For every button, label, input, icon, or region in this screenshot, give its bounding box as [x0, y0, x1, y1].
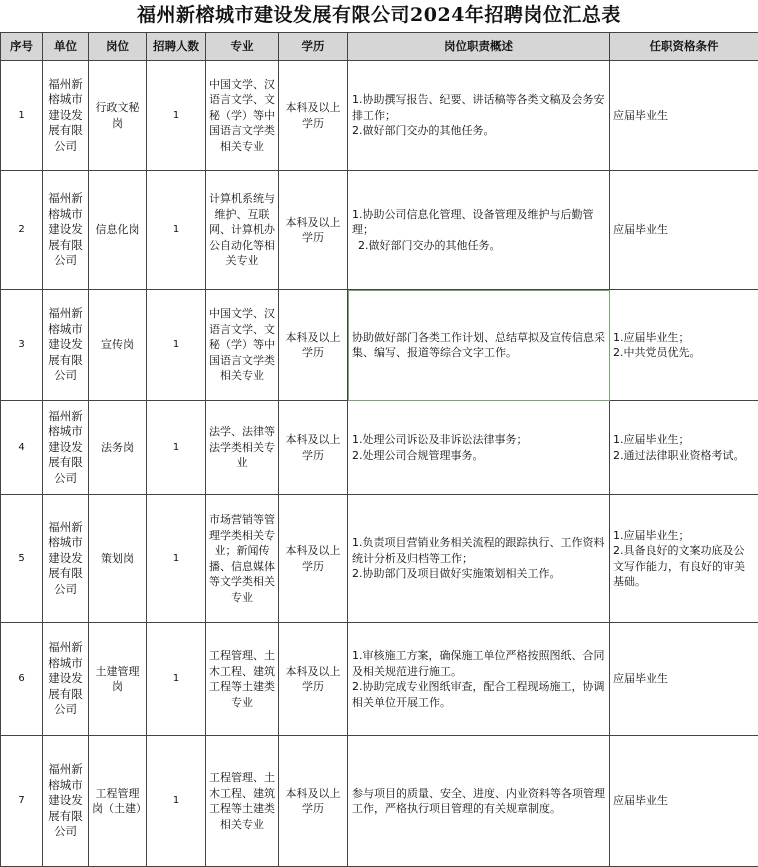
header-count: 招聘人数: [147, 33, 206, 61]
table-row: [1, 401, 758, 495]
header-position: 岗位: [89, 33, 147, 61]
header-seq: 序号: [1, 33, 43, 61]
cell-duties: [348, 290, 610, 401]
cell-count: 1: [147, 495, 206, 623]
qualification-line: 2.中共党员优先。: [613, 345, 755, 361]
cell-position: 法务岗: [89, 401, 147, 495]
cell-position: 宣传岗: [89, 290, 147, 401]
table-title: 福州新榕城市建设发展有限公司2024年招聘岗位汇总表: [0, 0, 758, 32]
cell-education: 本科及以上学历: [279, 736, 348, 867]
cell-position: 策划岗: [89, 495, 147, 623]
cell-seq: 5: [1, 495, 43, 623]
cell-seq: 4: [1, 401, 43, 495]
header-unit: 单位: [43, 33, 89, 61]
cell-position: 工程管理岗（土建）: [89, 736, 147, 867]
header-row: [1, 33, 758, 61]
duty-line: 1.协助公司信息化管理、设备管理及维护与后勤管理；: [352, 207, 605, 238]
cell-major: 法学、法律等法学类相关专业: [206, 401, 279, 495]
cell-qualifications: [610, 61, 758, 171]
qualification-line: 1.应届毕业生；: [613, 330, 755, 346]
cell-unit: 福州新榕城市建设发展有限公司: [43, 623, 89, 736]
duty-line: 1.负责项目营销业务相关流程的跟踪执行、工作资料统计分析及归档等工作；: [352, 535, 605, 566]
qualification-line: 2.具备良好的文案功底及公文写作能力，有良好的审美基础。: [613, 543, 755, 590]
cell-count: 1: [147, 171, 206, 290]
duty-line: 2.做好部门交办的其他任务。: [352, 123, 605, 139]
cell-seq: 2: [1, 171, 43, 290]
duty-line: 2.做好部门交办的其他任务。: [352, 238, 605, 254]
cell-duties: [348, 495, 610, 623]
cell-unit: 福州新榕城市建设发展有限公司: [43, 290, 89, 401]
cell-unit: 福州新榕城市建设发展有限公司: [43, 401, 89, 495]
cell-position: 行政文秘岗: [89, 61, 147, 171]
duty-line: 2.协助部门及项目做好实施策划相关工作。: [352, 566, 605, 582]
cell-education: 本科及以上学历: [279, 495, 348, 623]
qualification-line: 应届毕业生: [613, 793, 755, 809]
duty-line: 1.处理公司诉讼及非诉讼法律事务；: [352, 432, 605, 448]
cell-major: 工程管理、土木工程、建筑工程等土建类专业: [206, 623, 279, 736]
cell-unit: 福州新榕城市建设发展有限公司: [43, 61, 89, 171]
cell-unit: 福州新榕城市建设发展有限公司: [43, 171, 89, 290]
cell-major: 中国文学、汉语言文学、文秘（学）等中国语言文学类相关专业: [206, 61, 279, 171]
cell-qualifications: [610, 495, 758, 623]
table-row: [1, 495, 758, 623]
duty-line: 1.审核施工方案，确保施工单位严格按照图纸、合同及相关规范进行施工。: [352, 648, 605, 679]
cell-count: 1: [147, 623, 206, 736]
header-major: 专业: [206, 33, 279, 61]
duty-line: 参与项目的质量、安全、进度、内业资料等各项管理工作，严格执行项目管理的有关规章制度。: [352, 786, 605, 817]
duty-line: 2.处理公司合规管理事务。: [352, 448, 605, 464]
table-row: [1, 171, 758, 290]
cell-qualifications: [610, 736, 758, 867]
cell-seq: 7: [1, 736, 43, 867]
qualification-line: 1.应届毕业生；: [613, 432, 755, 448]
cell-count: 1: [147, 61, 206, 171]
cell-unit: 福州新榕城市建设发展有限公司: [43, 495, 89, 623]
cell-qualifications: [610, 401, 758, 495]
cell-major: 计算机系统与维护、互联网、计算机办公自动化等相关专业: [206, 171, 279, 290]
cell-major: 市场营销等管理学类相关专业；新闻传播、信息媒体等文学类相关专业: [206, 495, 279, 623]
cell-unit: 福州新榕城市建设发展有限公司: [43, 736, 89, 867]
recruitment-table: [0, 32, 758, 867]
table-row: [1, 736, 758, 867]
cell-count: 1: [147, 401, 206, 495]
qualification-line: 应届毕业生: [613, 108, 755, 124]
header-duties: 岗位职责概述: [348, 33, 610, 61]
cell-education: 本科及以上学历: [279, 290, 348, 401]
cell-position: 信息化岗: [89, 171, 147, 290]
cell-seq: 3: [1, 290, 43, 401]
cell-duties: [348, 171, 610, 290]
cell-qualifications: [610, 623, 758, 736]
header-qualifications: 任职资格条件: [610, 33, 758, 61]
cell-qualifications: [610, 171, 758, 290]
duty-line: 2.协助完成专业图纸审查，配合工程现场施工，协调相关单位开展工作。: [352, 679, 605, 710]
cell-position: 土建管理岗: [89, 623, 147, 736]
qualification-line: 2.通过法律职业资格考试。: [613, 448, 755, 464]
cell-duties: [348, 736, 610, 867]
table-row: [1, 623, 758, 736]
duty-line: 协助做好部门各类工作计划、总结草拟及宣传信息采集、编写、报道等综合文字工作。: [352, 330, 605, 361]
qualification-line: 1.应届毕业生；: [613, 528, 755, 544]
table-row: [1, 290, 758, 401]
cell-seq: 6: [1, 623, 43, 736]
qualification-line: 应届毕业生: [613, 222, 755, 238]
cell-count: 1: [147, 290, 206, 401]
table-row: [1, 61, 758, 171]
cell-seq: 1: [1, 61, 43, 171]
cell-duties: [348, 623, 610, 736]
cell-qualifications: [610, 290, 758, 401]
cell-major: 工程管理、土木工程、建筑工程等土建类相关专业: [206, 736, 279, 867]
duty-line: 1.协助撰写报告、纪要、讲话稿等各类文稿及会务安排工作；: [352, 92, 605, 123]
cell-education: 本科及以上学历: [279, 61, 348, 171]
header-education: 学历: [279, 33, 348, 61]
cell-education: 本科及以上学历: [279, 171, 348, 290]
cell-duties: [348, 401, 610, 495]
cell-duties: [348, 61, 610, 171]
cell-education: 本科及以上学历: [279, 401, 348, 495]
qualification-line: 应届毕业生: [613, 671, 755, 687]
cell-major: 中国文学、汉语言文学、文秘（学）等中国语言文学类相关专业: [206, 290, 279, 401]
cell-count: 1: [147, 736, 206, 867]
cell-education: 本科及以上学历: [279, 623, 348, 736]
